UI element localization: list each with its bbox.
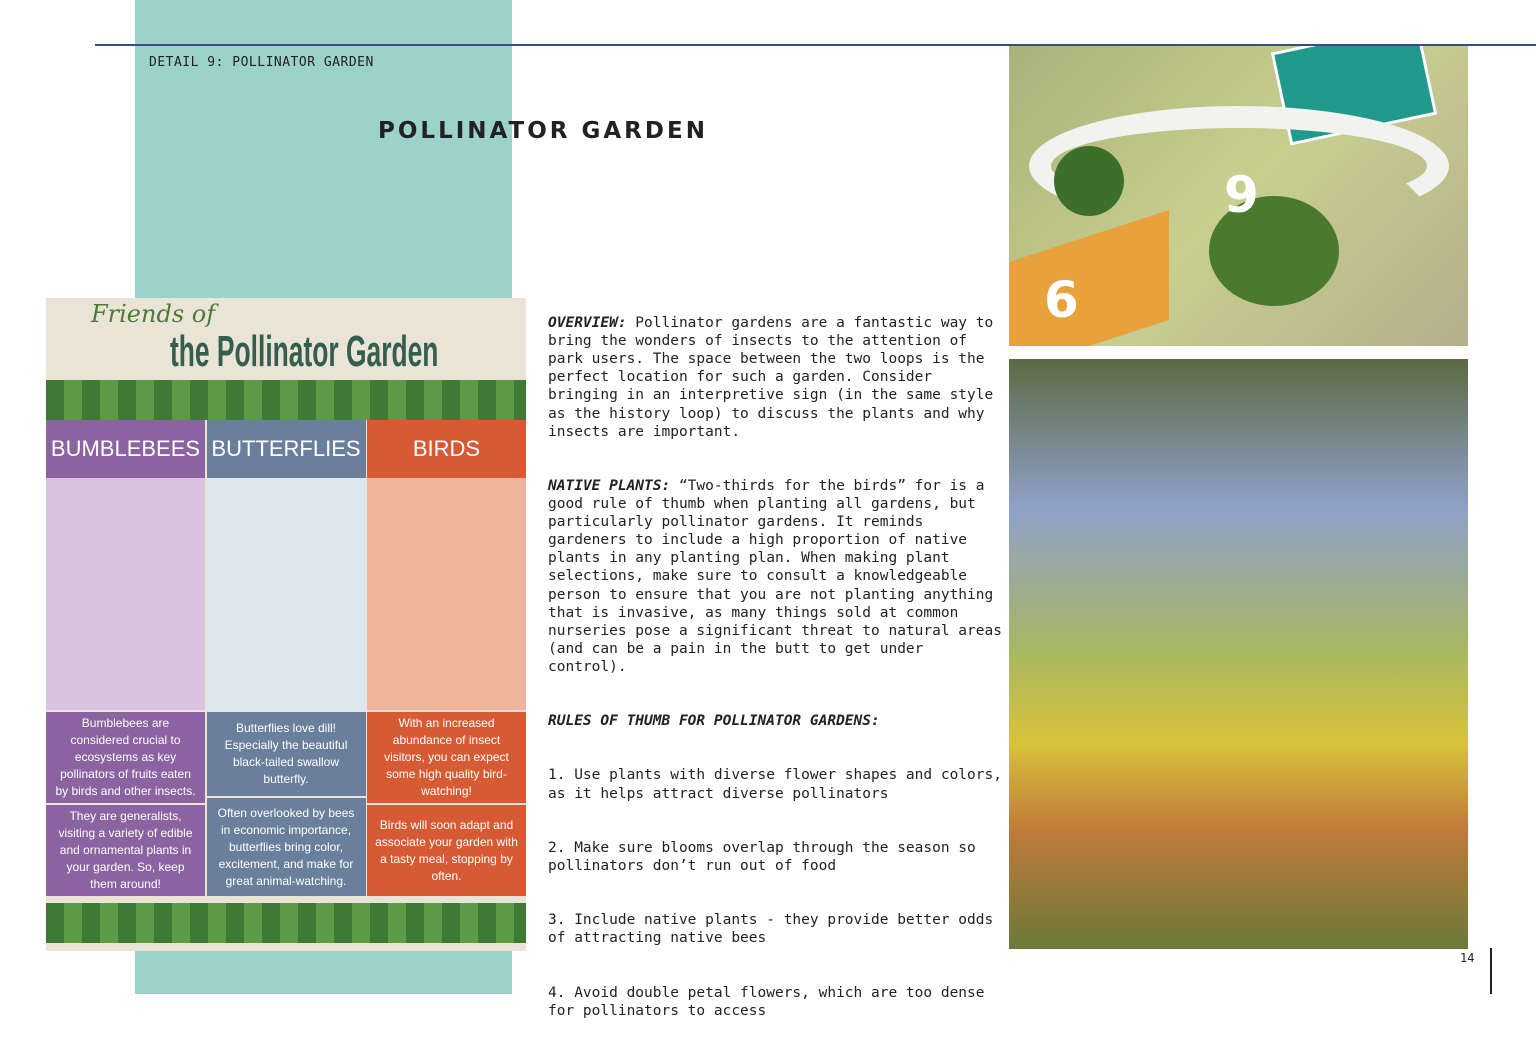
poster-title: the Pollinator Garden xyxy=(170,327,439,376)
site-plan-map xyxy=(1009,46,1468,346)
detail-label: DETAIL 9: POLLINATOR GARDEN xyxy=(149,55,374,70)
column-text: Birds will soon adapt and associate your garden with a tasty meal, stopping by often. xyxy=(367,803,526,896)
infographic-poster xyxy=(46,298,526,951)
column-text: Butterflies love dill! Especially the beautiful black-tailed swallow butterfly. xyxy=(207,710,366,796)
column-heading: BUTTERFLIES xyxy=(207,420,366,478)
column-illustration xyxy=(207,478,366,710)
column-illustration xyxy=(46,478,205,710)
leaf-border-bottom xyxy=(46,903,526,943)
tree xyxy=(1054,146,1124,216)
column-heading: BIRDS xyxy=(367,420,526,478)
column-text: With an increased abundance of insect visitors, you can expect some high quality bird-watching! xyxy=(367,710,526,803)
map-label-6: 6 xyxy=(1044,271,1079,329)
flower-garden-photo xyxy=(1009,359,1468,949)
column-text: They are generalists, visiting a variety of edible and ornamental plants in your garden. So, keep them around! xyxy=(46,803,205,896)
native-plants-paragraph: NATIVE PLANTS: “Two-thirds for the birds” for is a good rule of thumb when planting all gardens, but particularly pollinator gardens. It reminds gardeners to include a high proportion of native plants in any planting plan. When making plant selections, make sure to consult a knowledgeable person to ensure that you are not planting anything that is invasive, as many things sold at common nurseries pose a significant threat to natural areas (and can be a pain in the butt to get under control). xyxy=(548,477,1002,675)
page-number: 14 xyxy=(1460,951,1475,965)
basketball-court xyxy=(1009,210,1169,346)
body-text xyxy=(548,296,1003,1056)
rule-item: 4. Avoid double petal flowers, which are too dense for pollinators to access xyxy=(548,984,985,1019)
rules-heading: RULES OF THUMB FOR POLLINATOR GARDENS: xyxy=(548,713,880,730)
poster-column-birds xyxy=(367,420,526,896)
column-heading: BUMBLEBEES xyxy=(46,420,205,478)
poster-title-script: Friends of xyxy=(91,300,216,328)
rule-item: 1. Use plants with diverse flower shapes and colors, as it helps attract diverse pollinators xyxy=(548,767,1002,802)
overview-paragraph: OVERVIEW: Pollinator gardens are a fantastic way to bring the wonders of insects to the attention of park users. The space between the two loops is the perfect location for such a garden. Consider bringing in an interpretive sign (in the same style as the history loop) to discuss the plants and why insects are important. xyxy=(548,315,994,440)
rule-item: 2. Make sure blooms overlap through the season so pollinators don’t run out of food xyxy=(548,839,976,874)
column-illustration xyxy=(367,478,526,710)
poster-column-butterflies xyxy=(207,420,366,896)
column-text: Bumblebees are considered crucial to ecosystems as key pollinators of fruits eaten by birds and other insects. xyxy=(46,710,205,803)
page-number-bar xyxy=(1490,948,1492,994)
map-label-9: 9 xyxy=(1224,166,1259,224)
poster-column-bumblebees xyxy=(46,420,205,896)
rule-item: 3. Include native plants - they provide better odds of attracting native bees xyxy=(548,912,994,947)
leaf-border-top xyxy=(46,380,526,420)
page-title: POLLINATOR GARDEN xyxy=(378,118,708,144)
column-text: Often overlooked by bees in economic importance, butterflies bring color, excitement, and make for great animal-watching. xyxy=(207,796,366,896)
